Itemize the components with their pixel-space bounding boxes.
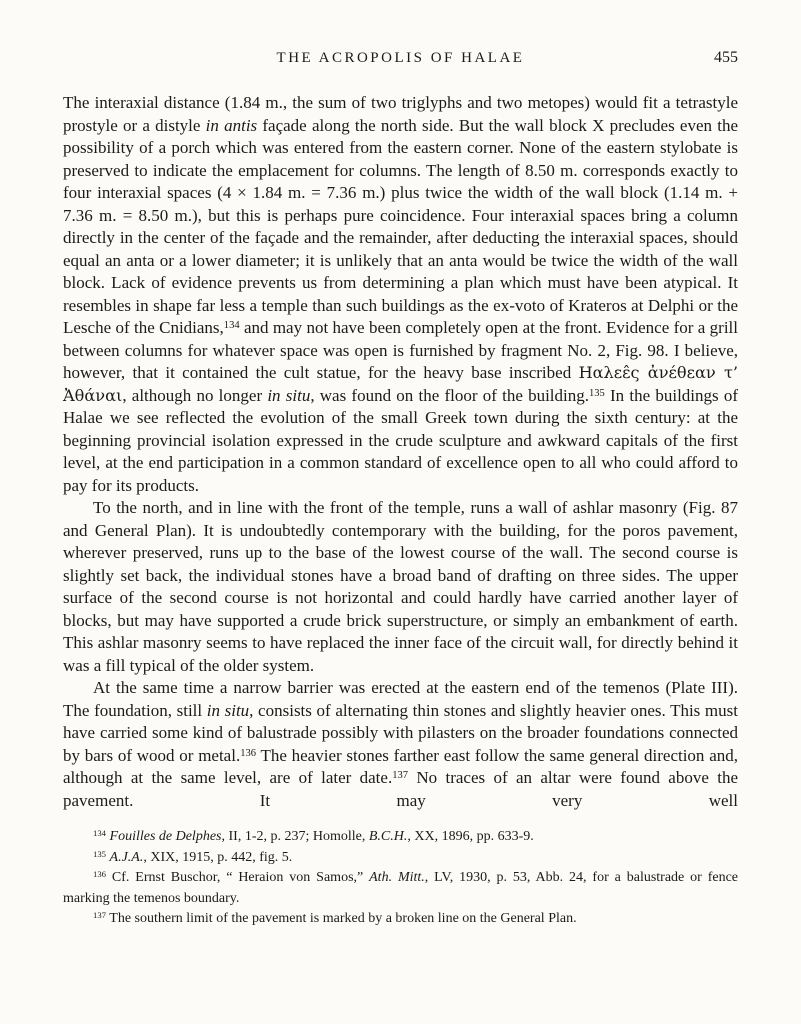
paragraph: At the same time a narrow barrier was erected at the eastern end of the temenos (Plate III). The foundation, still in situ, consists of alternating thin stones and slightly heavier ones. This must have carried some kind of balustrade possibly with pilasters on the broader foundations connected by bars of wood or metal.$^{136}$ The heavier stones farther east follow the same general direction and, although at the same level, are of later date.$^{137}$ No traces of an altar were found above the pavement. It may very well: [63, 678, 738, 810]
italic-text: in situ: [267, 385, 311, 405]
italic-text: B.C.H.: [368, 829, 408, 844]
footnote-reference: 137: [392, 770, 408, 782]
footnote-reference: 136: [240, 747, 256, 759]
footnote-reference: 135: [589, 387, 605, 399]
footnote-number: 136: [93, 869, 107, 880]
italic-text: A.J.A.: [109, 849, 144, 865]
footnote-reference: 134: [223, 320, 240, 332]
greek-inscription: Ηαλεε̂ς ἀνέθεαν τ’ Ἀθάναι: [63, 363, 738, 405]
footnotes: [63, 827, 738, 930]
footnote: $^{137}$ The southern limit of the pavement is marked by a broken line on the General Plan.: [93, 910, 577, 926]
paragraph: To the north, and in line with the front of the temple, runs a wall of ashlar masonry (Fig. 87 and General Plan). It is undoubtedly contemporary with the building, for the poros pavement, wherever preserved, runs up to the base of the lowest course of the wall. The second course is slightly set back, the individual stones have a broad band of drafting on three sides. The upper surface of the second course is not horizontal and could hardly have carried another layer of blocks, but may have supported a crude brick superstructure, or simply an embankment of earth. This ashlar masonry seems to have replaced the inner face of the circuit wall, for directly behind it was a fill typical of the older system.: [63, 498, 738, 675]
footnote: $^{136}$ Cf. Ernst Buschor, “ Heraion von Samos,” Ath. Mitt., LV, 1930, p. 53, Abb. 24, for a balustrade or fence marking the temenos boundary.: [63, 869, 738, 906]
footnote-number: 137: [93, 910, 107, 921]
italic-text: in situ: [206, 700, 250, 720]
footnote-number: 135: [93, 848, 107, 859]
italic-text: Ath. Mitt.: [369, 870, 425, 885]
paragraph: The interaxial distance (1.84 m., the sum of two triglyphs and two metopes) would fit a tetrastyle prostyle or a distyle in antis façade along the north side. But the wall block X precludes even the possibility of a porch which was entered from the eastern corner. None of the eastern stylobate is preserved to indicate the emplacement for columns. The length of 8.50 m. corresponds exactly to four interaxial spaces (4 × 1.84 m. = 7.36 m.) plus twice the width of the wall block (1.14 m. + 7.36 m. = 8.50 m.), but this is perhaps pure coincidence. Four interaxial spaces bring a column directly in the center of the façade and the remainder, after deducting the interaxial spaces, should equal an anta or a lower diameter; it is unlikely that an anta would be twice the width of the wall block. Lack of evidence prevents us from determining a plan which must have been atypical. It resembles in shape far less a temple than such buildings as the ex-voto of Krateros at Delphi or the Lesche of the Cnidians,$^{134}$ and may not have been completely open at the front. Evidence for a grill between columns for whatever space was open is furnished by fragment No. 2, Fig. 98. I believe, however, that it contained the cult statue, for the heavy base inscribed Ηαλεε̂ς ἀνέθεαν τ’ Ἀθάναι, although no longer in situ, was found on the floor of the building.$^{135}$ In the buildings of Halae we see reflected the evolution of the small Greek town during the sixth century: at the beginning provincial isolation expressed in the crude sculpture and awkward capitals of the first level, at the end participation in a common standard of excellence open to all who could afford to pay for its products.: [63, 93, 738, 495]
page-header: [63, 48, 738, 68]
footnote-number: 134: [93, 828, 107, 839]
page-number: 455: [714, 49, 738, 66]
italic-text: in antis: [205, 115, 258, 135]
footnote: $^{135}$ A.J.A., XIX, 1915, p. 442, fig. 5.: [93, 848, 293, 865]
footnote: $^{134}$ Fouilles de Delphes, II, 1-2, p. 237; Homolle, B.C.H., XX, 1896, pp. 633-9.: [93, 828, 534, 844]
italic-text: Fouilles de Delphes: [109, 829, 222, 844]
body-text: [63, 92, 738, 812]
running-title: THE ACROPOLIS OF HALAE: [276, 50, 525, 66]
